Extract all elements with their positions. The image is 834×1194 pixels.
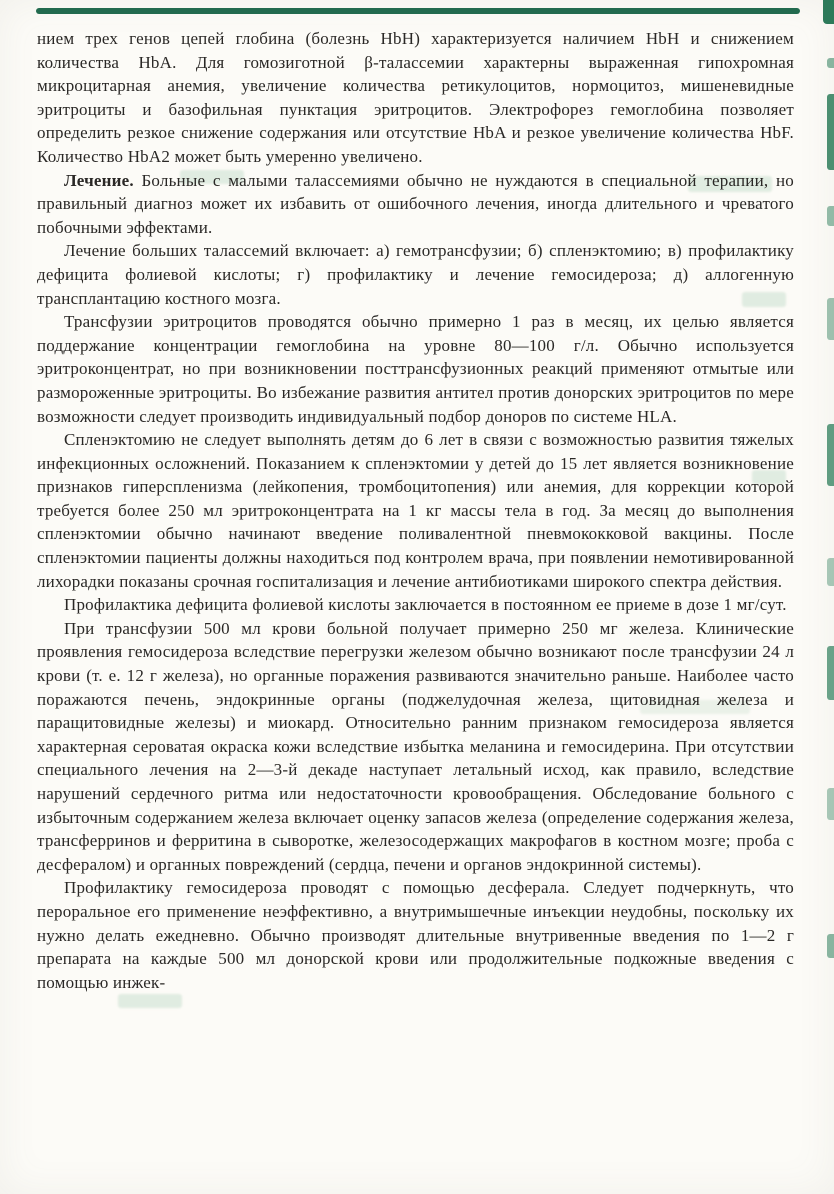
scan-edge-right-mark <box>827 94 834 170</box>
scan-edge-right-mark <box>827 558 834 586</box>
paragraph-continuation: нием трех генов цепей глобина (болезнь HbH) характеризуется наличием HbH и снижением количества HbA. Для гомозиготной β-талассемии характерны выраженная гипохромная микроцитарная анемия, увеличение количества ретикулоцитов, нормоцитоз, мишеневидные эритроциты и базофильная пунктация эритроцитов. Электрофорез гемоглобина позволяет определить резкое снижение содержания или отсутствие HbA и резкое увеличение количества HbF. Количество HbA2 может быть умеренно увеличено. <box>37 29 794 166</box>
scan-bleed-artifact <box>118 994 182 1008</box>
scan-edge-right-mark <box>827 788 834 820</box>
paragraph-splenectomy: Спленэктомию не следует выполнять детям до 6 лет в связи с возможностью развития тяжелых инфекционных осложнений. Показанием к спленэктомии у детей до 15 лет является возникновение признаков гиперспленизма (лейкопения, тромбоцитопения) или анемия, для коррекции которой требуется более 250 мл эритроконцентрата на 1 кг массы тела в год. За месяц до выполнения спленэктомии обычно начинают введение поливалентной пневмококковой вакцины. После спленэктомии пациенты должны находиться под контролем врача, при появлении немотивированной лихорадки показаны срочная госпитализация и лечение антибиотиками широкого спектра действия. <box>37 430 794 591</box>
scan-edge-right-mark <box>827 934 834 958</box>
paragraph-hemosiderosis: При трансфузии 500 мл крови больной получает примерно 250 мг железа. Клинические проявления гемосидероза вследствие перегрузки железом обычно возникают после трансфузии 24 л крови (т. е. 12 г железа), но органные поражения развиваются значительно раньше. Наиболее часто поражаются печень, эндокринные органы (поджелудочная железа, щитовидная железа и паращитовидные железы) и миокард. Относительно ранним признаком гемосидероза является характерная сероватая окраска кожи вследствие избытка меланина и гемосидерина. При отсутствии специального лечения на 2—3-й декаде наступает летальный исход, как правило, вследствие нарушений сердечного ритма или недостаточности кровообращения. Обследование больного с избыточным содержанием железа включает оценку запасов железа (определение содержания железа, трансферринов и ферритина в сыворотке, железосодержащих макрофагов в костном мозге; проба с десфералом) и органных повреждений (сердца, печени и органов эндокринной системы). <box>37 618 794 874</box>
scan-edge-right-mark <box>827 424 834 486</box>
paragraph-folic-acid: Профилактика дефицита фолиевой кислоты заключается в постоянном ее приеме в дозе 1 мг/сут. <box>64 595 787 615</box>
paragraph-transfusions: Трансфузии эритроцитов проводятся обычно примерно 1 раз в месяц, их целью является поддержание концентрации гемоглобина на уровне 80—100 г/л. Обычно используется эритроконцентрат, но при возникновении посттрансфузионных реакций применяют отмытые или размороженные эритроциты. Во избежание развития антител против донорских эритроцитов по мере возможности следует производить индивидуальный подбор доноров по системе HLA. <box>37 312 794 426</box>
paragraph-text: Больные с малыми талассемиями обычно не нуждаются в специальной терапии, но правильный диагноз может их избавить от ошибочного лечения, иногда длительного и чреватого побочными эффектами. <box>37 170 794 237</box>
scan-edge-right-mark <box>827 298 834 340</box>
scan-edge-top-bar <box>36 8 800 14</box>
scan-edge-corner-mark <box>823 0 834 24</box>
scan-edge-right-mark <box>827 646 834 700</box>
scan-edge-right-mark <box>827 58 834 68</box>
paragraph-treatment <box>37 169 794 240</box>
paragraph-lead-treatment: Лечение. <box>64 170 134 190</box>
scan-edge-right-mark <box>827 206 834 226</box>
paragraph-treatment-list: Лечение больших талассемий включает: а) гемотрансфузии; б) спленэктомию; в) профилактику дефицита фолиевой кислоты; г) профилактику и лечение гемосидероза; д) аллогенную трансплантацию костного мозга. <box>37 241 794 308</box>
page-text <box>37 27 794 994</box>
paragraph-desferal: Профилактику гемосидероза проводят с помощью десферала. Следует подчеркнуть, что пероральное его применение неэффективно, а внутримышечные инъекции неудобны, поскольку их нужно делать ежедневно. Обычно производят длительные внутривенные введения по 1—2 г препарата на каждые 500 мл донорской крови или продолжительные подкожные введения с помощью инжек- <box>37 878 794 992</box>
